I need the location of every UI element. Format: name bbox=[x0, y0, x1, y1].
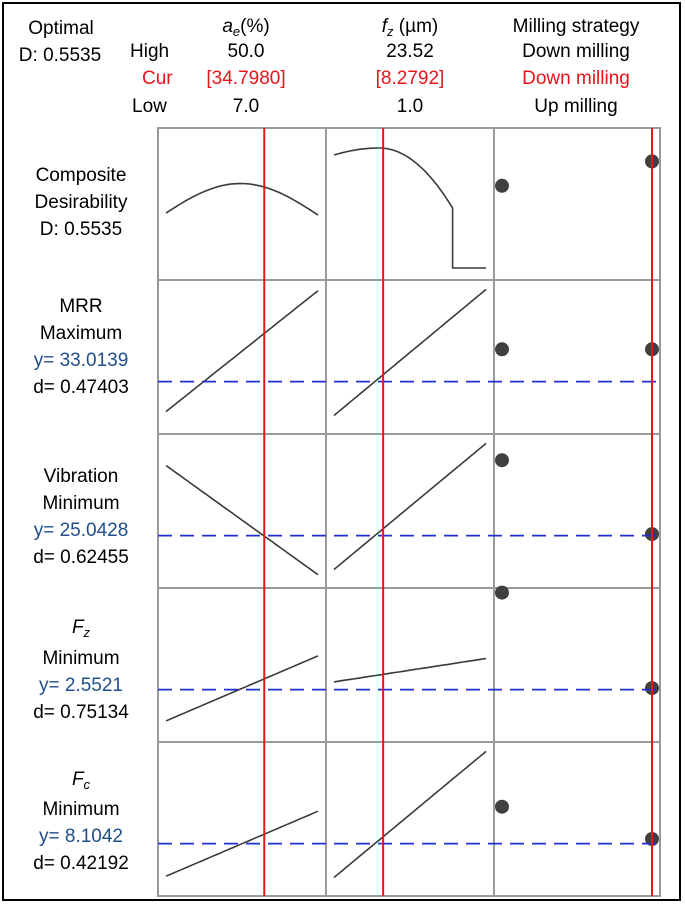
panel-2-2 bbox=[494, 434, 660, 588]
row-fc-line2: Minimum bbox=[42, 799, 120, 820]
panel-3-2 bbox=[494, 588, 660, 742]
response-curve-1-1 bbox=[334, 289, 486, 415]
factor-strategy-high: Down milling bbox=[522, 41, 630, 62]
panel-0-2 bbox=[494, 128, 660, 280]
response-curve-4-1 bbox=[334, 751, 486, 877]
strategy-point-4-up bbox=[495, 800, 509, 814]
low-label: Low bbox=[132, 96, 167, 117]
panel-4-2 bbox=[494, 742, 660, 896]
factor-ae-high: 50.0 bbox=[227, 41, 265, 62]
factor-ae-low: 7.0 bbox=[232, 96, 260, 117]
response-curve-2-1 bbox=[334, 443, 486, 569]
factor-ae-current: [34.7980] bbox=[206, 68, 286, 89]
row-vibration-value: y= 25.0428 bbox=[33, 520, 129, 541]
row-vibration-d: d= 0.62455 bbox=[33, 547, 129, 568]
factor-fz-low: 1.0 bbox=[396, 96, 424, 117]
optimal-d-value: D: 0.5535 bbox=[18, 45, 102, 66]
strategy-point-1-up bbox=[495, 342, 509, 356]
row-composite-line2: Desirability bbox=[34, 192, 128, 213]
response-curve-1-0 bbox=[166, 291, 318, 412]
factor-fz-name: $f_z$ (µm) bbox=[381, 16, 439, 39]
response-curve-2-0 bbox=[166, 466, 318, 575]
strategy-point-2-up bbox=[495, 453, 509, 467]
factor-strategy-low: Up milling bbox=[534, 96, 618, 117]
factor-strategy-current: Down milling bbox=[522, 68, 630, 89]
row-mrr-line1: MRR bbox=[59, 296, 103, 317]
row-fc-line1: $F_c$ bbox=[71, 769, 91, 792]
cur-label: Cur bbox=[142, 68, 173, 89]
row-mrr-d: d= 0.47403 bbox=[33, 377, 129, 398]
row-composite-line1: Composite bbox=[35, 165, 127, 186]
factor-fz-high: 23.52 bbox=[386, 41, 434, 62]
row-fz-d: d= 0.75134 bbox=[33, 702, 129, 723]
row-vibration-line2: Minimum bbox=[42, 493, 120, 514]
row-composite-d: D: 0.5535 bbox=[39, 219, 123, 240]
response-curve-0-0 bbox=[166, 184, 318, 216]
factor-ae-name: $a_e(\%)$ bbox=[222, 16, 270, 39]
row-fc-d: d= 0.42192 bbox=[33, 853, 129, 874]
row-fc-value: y= 8.1042 bbox=[39, 826, 123, 847]
panel-2-0 bbox=[158, 434, 326, 588]
response-curve-3-1 bbox=[334, 659, 486, 682]
row-mrr-line2: Maximum bbox=[39, 323, 123, 344]
row-fz-value: y= 2.5521 bbox=[39, 675, 123, 696]
strategy-point-0-up bbox=[495, 179, 509, 193]
panel-3-0 bbox=[158, 588, 326, 742]
panel-1-2 bbox=[494, 280, 660, 434]
panel-3-1 bbox=[326, 588, 494, 742]
row-mrr-value: y= 33.0139 bbox=[33, 350, 129, 371]
row-fz-line1: $F_z$ bbox=[71, 617, 91, 640]
factor-fz-current: [8.2792] bbox=[375, 68, 445, 89]
high-label: High bbox=[130, 41, 170, 62]
panel-1-0 bbox=[158, 280, 326, 434]
row-vibration-line1: Vibration bbox=[43, 466, 119, 487]
response-curve-3-0 bbox=[166, 656, 318, 721]
response-curve-0-1 bbox=[334, 148, 486, 268]
factor-strategy-name: Milling strategy bbox=[512, 16, 640, 37]
optimal-label: Optimal bbox=[28, 18, 94, 39]
row-fz-line2: Minimum bbox=[42, 648, 120, 669]
strategy-point-3-up bbox=[495, 586, 509, 600]
